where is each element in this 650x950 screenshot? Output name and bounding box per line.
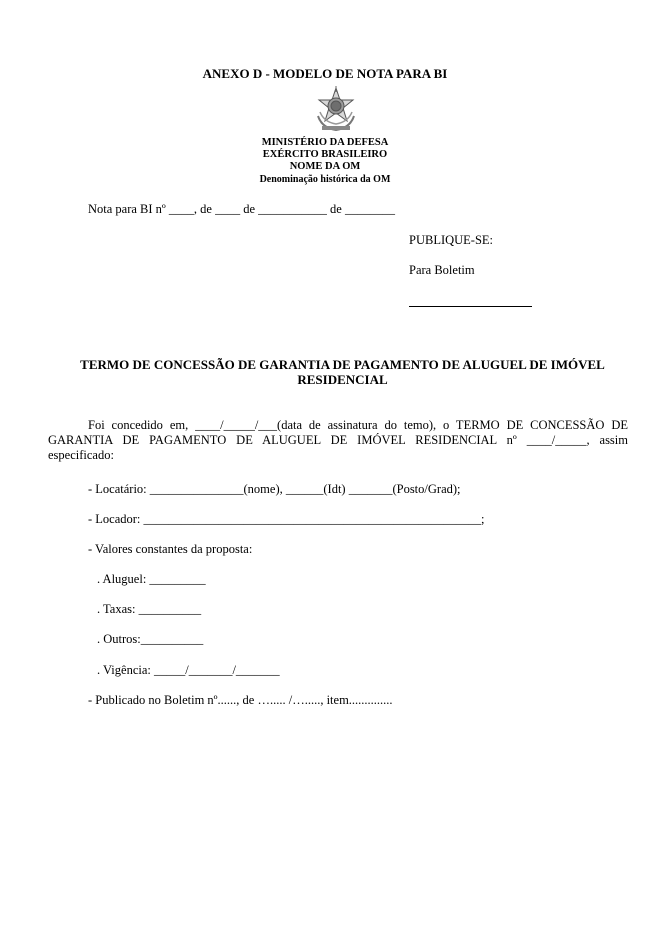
publish-destination: Para Boletim (409, 263, 475, 277)
annex-title: ANEXO D - MODELO DE NOTA PARA BI (202, 66, 448, 81)
header-army: EXÉRCITO BRASILEIRO (262, 149, 388, 160)
field-locatario: - Locatário: _______________(nome), ______(Idt) _______(Posto/Grad); (88, 482, 461, 496)
publish-label: PUBLIQUE-SE: (409, 233, 494, 247)
header-historic-name: Denominação histórica da OM (259, 174, 391, 185)
field-aluguel: . Aluguel: _________ (97, 572, 206, 586)
header-om-name: NOME DA OM (289, 161, 361, 172)
brazil-coat-of-arms-icon (312, 86, 360, 134)
field-outros: . Outros:__________ (97, 632, 204, 646)
field-locador: - Locador: ______________________________________________________; (88, 512, 485, 526)
field-publicado: - Publicado no Boletim nº......, de …..... /…....., item.............. (88, 693, 393, 707)
signature-line (409, 306, 532, 307)
header-ministry: MINISTÉRIO DA DEFESA (261, 137, 389, 148)
field-valores: - Valores constantes da proposta: (88, 542, 253, 556)
term-title: TERMO DE CONCESSÃO DE GARANTIA DE PAGAMENTO DE ALUGUEL DE IMÓVEL RESIDENCIAL (80, 357, 605, 387)
field-vigencia: . Vigência: _____/_______/_______ (97, 663, 280, 677)
field-taxas: . Taxas: __________ (97, 602, 202, 616)
note-number-line: Nota para BI nº ____, de ____ de ___________ de ________ (88, 202, 395, 216)
concession-paragraph: Foi concedido em, ____/_____/___(data de assinatura do temo), o TERMO DE CONCESSÃO DE GARANTIA DE PAGAMENTO DE ALUGUEL DE IMÓVEL RESIDENCIAL nº ____/_____, assim especificado: (48, 418, 628, 462)
